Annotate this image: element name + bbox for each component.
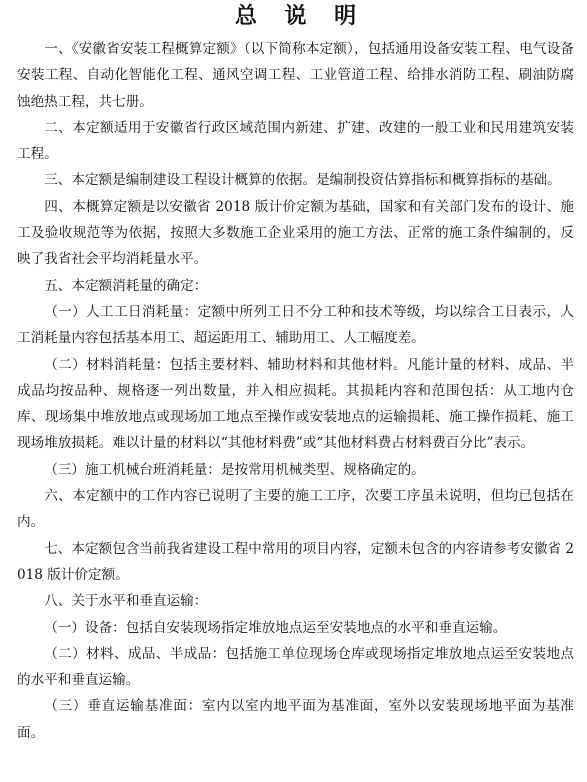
paragraph-6: 六、本定额中的工作内容已说明了主要的施工工序，次要工序虽未说明，但均已包括在内。	[17, 488, 574, 531]
paragraph-4: 四、本概算定额是以安徽省 2018 版计价定额为基础，国家和有关部门发布的设计、施工及验收规范等为依据，按照大多数施工企业采用的施工方法、正常的施工条件编制的，反映了我省社会平均消耗量水平。	[17, 198, 574, 268]
paragraph-1: 一、《安徽省安装工程概算定额》（以下简称本定额），包括通用设备安装工程、电气设备安装工程、自动化智能化工程、通风空调工程、工业管道工程、给排水消防工程、刷油防腐蚀绝热工程，共七册。	[17, 41, 574, 110]
paragraph-8-1: （一）设备：包括自安装现场指定堆放地点运至安装地点的水平和垂直运输。	[44, 619, 507, 636]
paragraph-5-1: （一）人工工日消耗量：定额中所列工日不分工种和技术等级，均以综合工日表示，人工消耗量内容包括基本用工、超运距用工、辅助用工、人工幅度差。	[17, 303, 574, 347]
paragraph-8-2: （二）材料、成品、半成品：包括施工单位现场仓库或现场指定堆放地点运至安装地点的水平和垂直运输。	[17, 645, 574, 689]
paragraph-7: 七、本定额包含当前我省建设工程中常用的项目内容，定额未包含的内容请参考安徽省 2018 版计价定额。	[17, 540, 574, 583]
paragraph-8: 八、关于水平和垂直运输：	[44, 593, 208, 610]
paragraph-8-3: （三）垂直运输基准面：室内以室内地平面为基准面，室外以安装现场地平面为基准面。	[17, 698, 574, 741]
paragraph-5: 五、本定额消耗量的确定：	[44, 277, 208, 294]
paragraph-2: 二、本定额适用于安徽省行政区域范围内新建、扩建、改建的一般工业和民用建筑安装工程。	[17, 119, 574, 163]
paragraph-5-2: （二）材料消耗量：包括主要材料、辅助材料和其他材料。凡能计量的材料、成品、半成品均按品种、规格逐一列出数量，并入相应损耗。其损耗内容和范围包括：从工地内仓库、现场集中堆放地点或现场加工地点至操作或安装地点的运输损耗、施工操作损耗、施工现场堆放损耗。难以计量的材料以“其他材料费”或“其他材料费占材料费百分比”表示。	[17, 356, 574, 452]
paragraph-3: 三、本定额是编制建设工程设计概算的依据。是编制投资估算指标和概算指标的基础。	[44, 172, 561, 189]
paragraph-5-3: （三）施工机械台班消耗量：是按常用机械类型、规格确定的。	[44, 461, 425, 478]
page-title: 总 说 明	[234, 4, 367, 29]
